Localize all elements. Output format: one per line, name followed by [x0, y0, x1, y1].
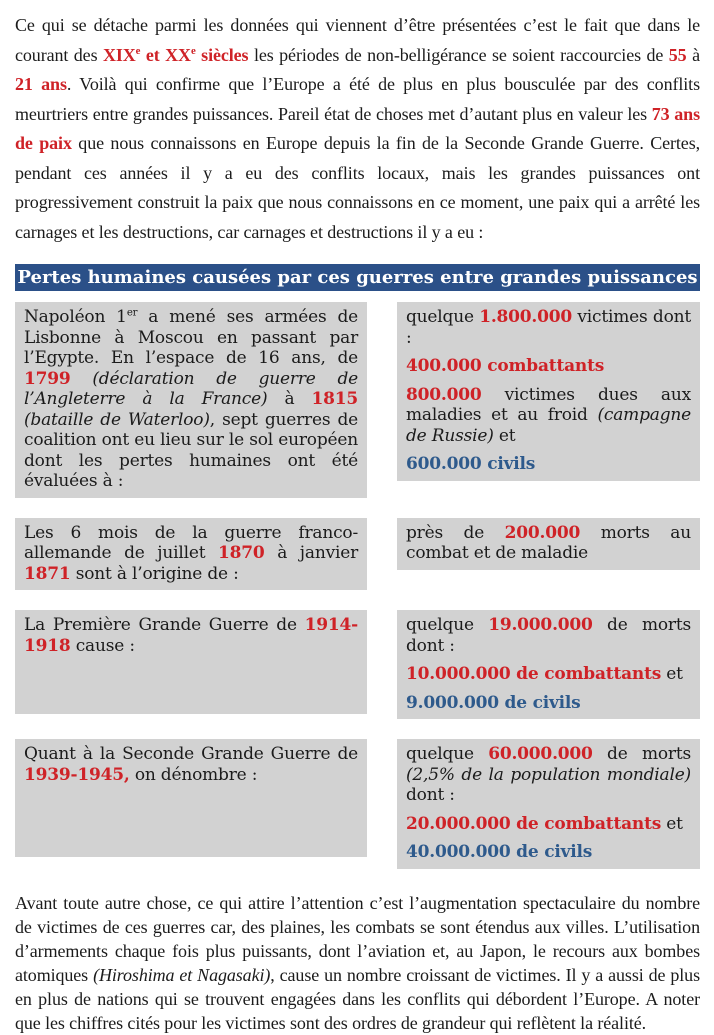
text-run-red-sup: e	[135, 44, 141, 57]
text-run: et	[661, 664, 683, 684]
text-run-red: 19.000.000	[488, 615, 593, 635]
text-run: et	[661, 813, 683, 834]
text-run-i: (bataille de Waterloo)	[24, 409, 210, 430]
text-run: près de	[406, 522, 505, 543]
text-run-red: 200.000	[504, 522, 581, 543]
text-run-red: 800.000	[406, 384, 482, 405]
text-run-blue: 600.000 civils	[406, 454, 536, 474]
text-run: les périodes de non-belligérance se soient raccourcies de	[248, 44, 669, 65]
text-run-red: 1815	[311, 389, 359, 409]
text-run-red: 1871	[24, 563, 71, 584]
text-run: La Première Grande Guerre de	[24, 615, 305, 635]
losses-line	[406, 744, 691, 806]
text-run: quelque	[406, 615, 489, 635]
first-world-war-cause-cell	[15, 610, 367, 714]
losses-line	[406, 356, 691, 377]
text-run-red: 1939-1945,	[24, 764, 130, 785]
text-run: cause :	[70, 635, 135, 656]
text-run-red: 55	[668, 44, 687, 65]
text-run: Napoléon 1	[24, 307, 127, 327]
outro-paragraph	[15, 891, 700, 1035]
text-run-i: (campagne de Russie)	[406, 405, 691, 446]
text-run: victimes dont :	[406, 307, 691, 348]
text-run: à janvier	[264, 543, 358, 563]
losses-line	[406, 615, 691, 656]
text-run: de morts	[592, 744, 691, 764]
franco-german-war-cause-cell	[15, 518, 367, 591]
text-run-red: 60.000.000	[488, 744, 593, 764]
text-run: à	[686, 44, 700, 65]
text-run: dont :	[406, 785, 455, 805]
text-run-red: 1799	[24, 368, 71, 389]
losses-table	[15, 302, 700, 869]
text-run-red: 400.000 combattants	[406, 356, 605, 376]
losses-line	[406, 664, 691, 685]
text-run: Les 6 mois de la guerre franco-allemande de juillet	[24, 522, 358, 563]
text-run: à	[267, 389, 312, 409]
napoleonic-wars-losses-cell	[397, 302, 700, 481]
first-world-war-losses-cell	[397, 610, 700, 719]
text-run-blue: 9.000.000 de civils	[406, 692, 581, 713]
text-run: . Voilà qui confirme que l’Europe a été de plus en plus bousculée par des conflits meurtriers entre grandes puissances. Pareil état de choses met d’autant plus en valeur les	[15, 74, 700, 124]
napoleonic-wars-cause-cell	[15, 302, 367, 498]
text-run	[71, 369, 93, 389]
losses-line	[406, 842, 691, 863]
text-run: morts au combat et de maladie	[406, 522, 691, 563]
losses-line	[406, 814, 691, 835]
second-world-war-cause-cell	[15, 739, 367, 857]
text-run: , cause un nombre croissant de victimes. Il y a aussi de plus en plus de nations qui se trouvent engagées dans les conflits qui débordent l’Europe. A noter que les chiffres cités pour les victimes sont des ordres de grandeur qui reflètent la réalité.	[15, 964, 700, 1033]
text-run-red: 10.000.000 de combattants	[406, 664, 662, 684]
text-run: a mené ses armées de Lisbonne à Moscou en passant par l’Egypte. En l’espace de 16 ans, de	[24, 307, 359, 368]
text-run: victimes dues aux maladies et au froid	[406, 384, 691, 425]
text-run-i: (déclaration de guerre de l’Angleterre à la France)	[24, 368, 358, 409]
intro-paragraph	[15, 11, 700, 247]
second-world-war-losses-cell	[397, 739, 700, 869]
text-run-i: (Hiroshima et Nagasaki)	[93, 964, 271, 985]
text-run-red: 1870	[218, 543, 265, 563]
franco-german-war-losses-cell	[397, 518, 700, 570]
text-run: Quant à la Seconde Grande Guerre de	[24, 744, 358, 764]
text-run-red: XIX	[102, 44, 136, 65]
text-run-red: siècles	[195, 44, 249, 65]
text-run: Avant toute autre chose, ce qui attire l’attention c’est l’augmentation spectaculaire du nombre de victimes de ces guerres car, des plaines, les combats se sont étendus aux villes. L’utilisation d’armements chaque fois plus puissants, dont l’aviation et, au Japon, le recours aux bombes atomiques	[15, 892, 700, 985]
text-run: et	[493, 425, 516, 446]
text-run-red: 20.000.000 de combattants	[406, 813, 662, 834]
text-run-i: (2,5% de la population mondiale)	[406, 764, 691, 785]
text-run-sup: er	[126, 307, 138, 319]
losses-line	[406, 385, 691, 447]
text-run-red: et XX	[140, 44, 191, 65]
text-run: de morts dont :	[406, 615, 691, 656]
text-run-red: 21 ans	[15, 74, 67, 94]
text-run-red-sup: e	[190, 44, 196, 57]
text-run: Ce qui se détache parmi les données qui viennent d’être présentées c’est le fait que dans le courant des	[15, 15, 700, 65]
text-run: on dénombre :	[129, 764, 258, 785]
losses-line	[406, 307, 691, 348]
losses-line	[406, 523, 691, 564]
text-run: , sept guerres de coalition ont eu lieu sur le sol européen dont les pertes humaines ont été évaluées à :	[24, 409, 358, 491]
text-run-red: 1914-1918	[24, 615, 358, 656]
section-header-band	[15, 264, 700, 291]
text-run: quelque	[406, 307, 480, 327]
section-title: Pertes humaines causées par ces guerres entre grandes puissances	[17, 267, 698, 288]
losses-line	[406, 454, 691, 475]
text-run-red: 73 ans de paix	[15, 103, 700, 153]
text-run-blue: 40.000.000 de civils	[406, 842, 593, 862]
text-run: quelque	[406, 744, 489, 764]
text-run-red: 1.800.000	[479, 307, 573, 327]
text-run: sont à l’origine de :	[70, 563, 239, 584]
text-run: que nous connaissons en Europe depuis la fin de la Seconde Grande Guerre. Certes, pendant ces années il y a eu des conflits locaux, mais les grandes puissances ont progressivement construit la paix que nous connaissons en ce moment, une paix qui a arrêté les carnages et les destructions, car carnages et destructions il y a eu :	[15, 133, 701, 242]
losses-line	[406, 693, 691, 714]
